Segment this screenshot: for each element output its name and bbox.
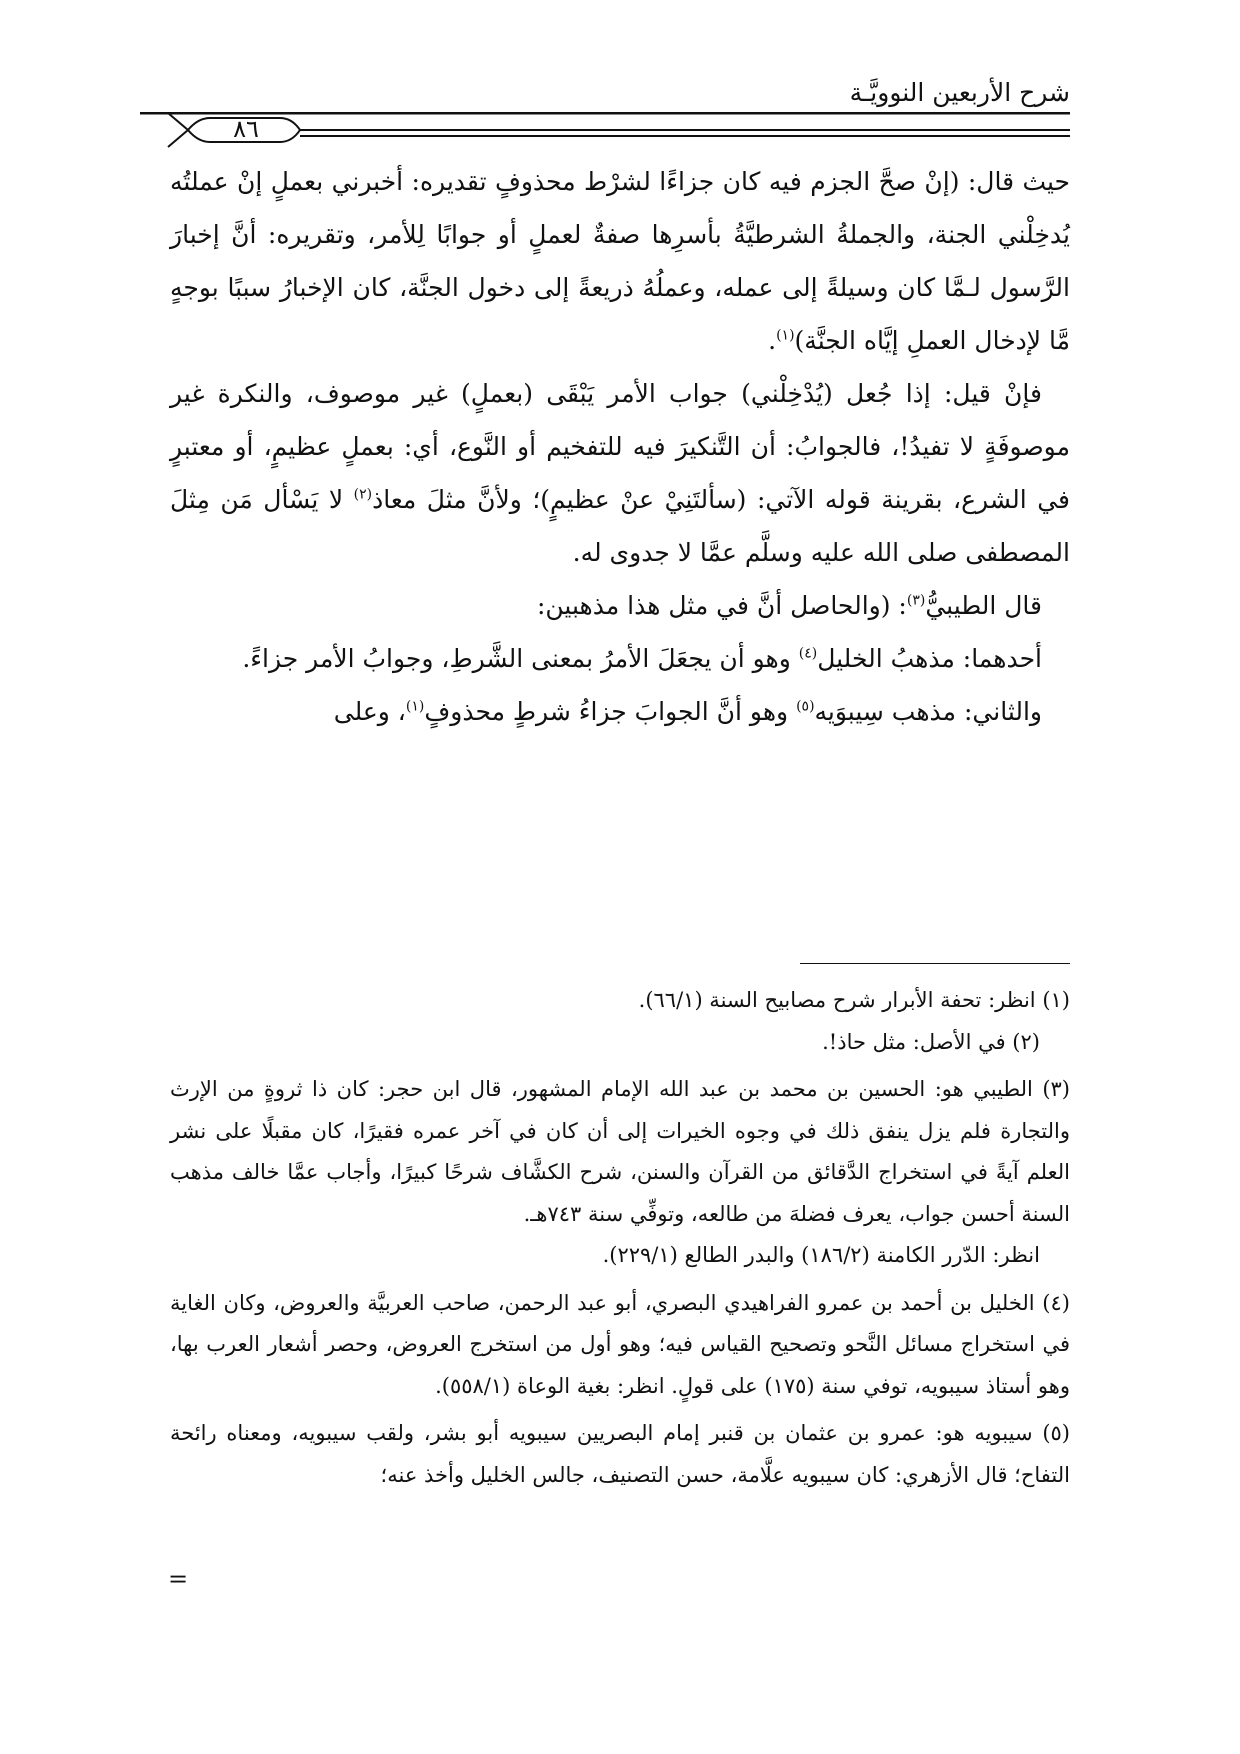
footnote-separator [800,963,1070,964]
paragraph-1: حيث قال: (إنْ صحَّ الجزم فيه كان جزاءًا لشرْط محذوفٍ تقديره: أخبرني بعملٍ إنْ عملتُه يُدخِلْني الجنة، والجملةُ الشرطيَّةُ بأسرِها صفةٌ لعملٍ أو جوابًا لِلأمر، وتقريره: أنَّ إخبارَ الرَّسول لـمَّا كان وسيلةً إلى عمله، وعملُهُ ذريعةً إلى دخول الجنَّة، كان الإخبارُ سببًا بوجهٍ مَّا لإدخال العملِ إيَّاه الجنَّة)$^{(١)}$. [170,167,1070,355]
footnote-2: (٢) في الأصل: مثل حاذ!. [822,1029,1040,1054]
footnote-ref: (٥) [796,698,815,715]
footnote-3: (٣) الطيبي هو: الحسين بن محمد بن عبد الله الإمام المشهور، قال ابن حجر: كان ذا ثروةٍ من الإرث والتجارة فلم يزل ينفق ذلك في وجوه الخيرات إلى أن كان في آخر عمره فقيرًا، كان مقبلًا على نشر العلم آيةً في استخراج الدَّقائق من القرآن والسنن، شرح الكشَّاف شرحًا كبيرًا، وأجاب عمَّا خالف مذهب السنة أحسن جواب، يعرف فضلهَ من طالعه، وتوفِّي سنة ٧٤٣هـ. [170,1077,1070,1226]
footnote-1: (١) انظر: تحفة الأبرار شرح مصابيح السنة (٦٦/١). [638,988,1070,1012]
paragraph-5: والثاني: مذهب سِيبوَيه$^{(٥)}$ وهو أنَّ الجوابَ جزاءُ شرطٍ محذوفٍ$^{(١)}$، وعلى [333,697,1042,726]
footnote-ref: (١) [776,327,795,344]
footnote-ref: (٤) [798,645,818,662]
running-header-title: شرح الأربعين النوويَّـة [849,78,1070,107]
footnotes [170,980,1070,1496]
continuation-mark: = [168,1565,189,1593]
footnote-3-source: انظر: الدّرر الكامنة (١٨٦/٢) والبدر الطالع (٢٢٩/١). [602,1243,1040,1267]
footnote-ref: (١) [405,698,425,715]
footnote-4: (٤) الخليل بن أحمد بن عمرو الفراهيدي البصري، أبو عبد الرحمن، صاحب العربيَّة والعروض، وكان الغاية في استخراج مسائل النَّحو وتصحيح القياس فيه؛ وهو أول من استخرج العروض، وحصر أشعار العرب بها، وهو أستاذ سيبويه، توفي سنة (١٧٥) على قولٍ. انظر: بغية الوعاة (٥٥٨/١). [170,1290,1070,1398]
main-text [170,155,1070,738]
paragraph-3: قال الطيبيُّ$^{(٣)}$: (والحاصل أنَّ في مثل هذا مذهبين: [536,591,1042,620]
paragraph-2: فإنْ قيل: إذا جُعل (يُدْخِلْني) جواب الأمر يَبْقَى (بعملٍ) غير موصوف، والنكرة غير موصوفَةٍ لا تفيدُ!، فالجوابُ: أن التَّنكيرَ فيه للتفخيم أو النَّوع، أي: بعملٍ عظيمٍ، أو معتبرٍ في الشرع، بقرينة قوله الآتي: (سألتَنِيْ عنْ عظيمٍ)؛ ولأنَّ مثلَ معاذ$^{(٢)}$ لا يَسْأل مَن مِثلَ المصطفى صلى الله عليه وسلَّم عمَّا لا جدوى له. [170,379,1070,567]
footnote-ref: (٢) [353,486,373,503]
footnote-5: (٥) سيبويه هو: عمرو بن عثمان بن قنبر إمام البصريين سيبويه أبو بشر، ولقب سيبويه، ومعناه رائحة التفاح؛ قال الأزهري: كان سيبويه علَّامة، حسن التصنيف، جالس الخليل وأخذ عنه؛ [170,1421,1070,1487]
footnote-ref: (٣) [906,592,926,609]
page-number: ٨٦ [233,115,259,143]
paragraph-4: أحدهما: مذهبُ الخليل$^{(٤)}$ وهو أن يجعَلَ الأمرُ بمعنى الشَّرطِ، وجوابُ الأمر جزاءً. [242,644,1042,673]
